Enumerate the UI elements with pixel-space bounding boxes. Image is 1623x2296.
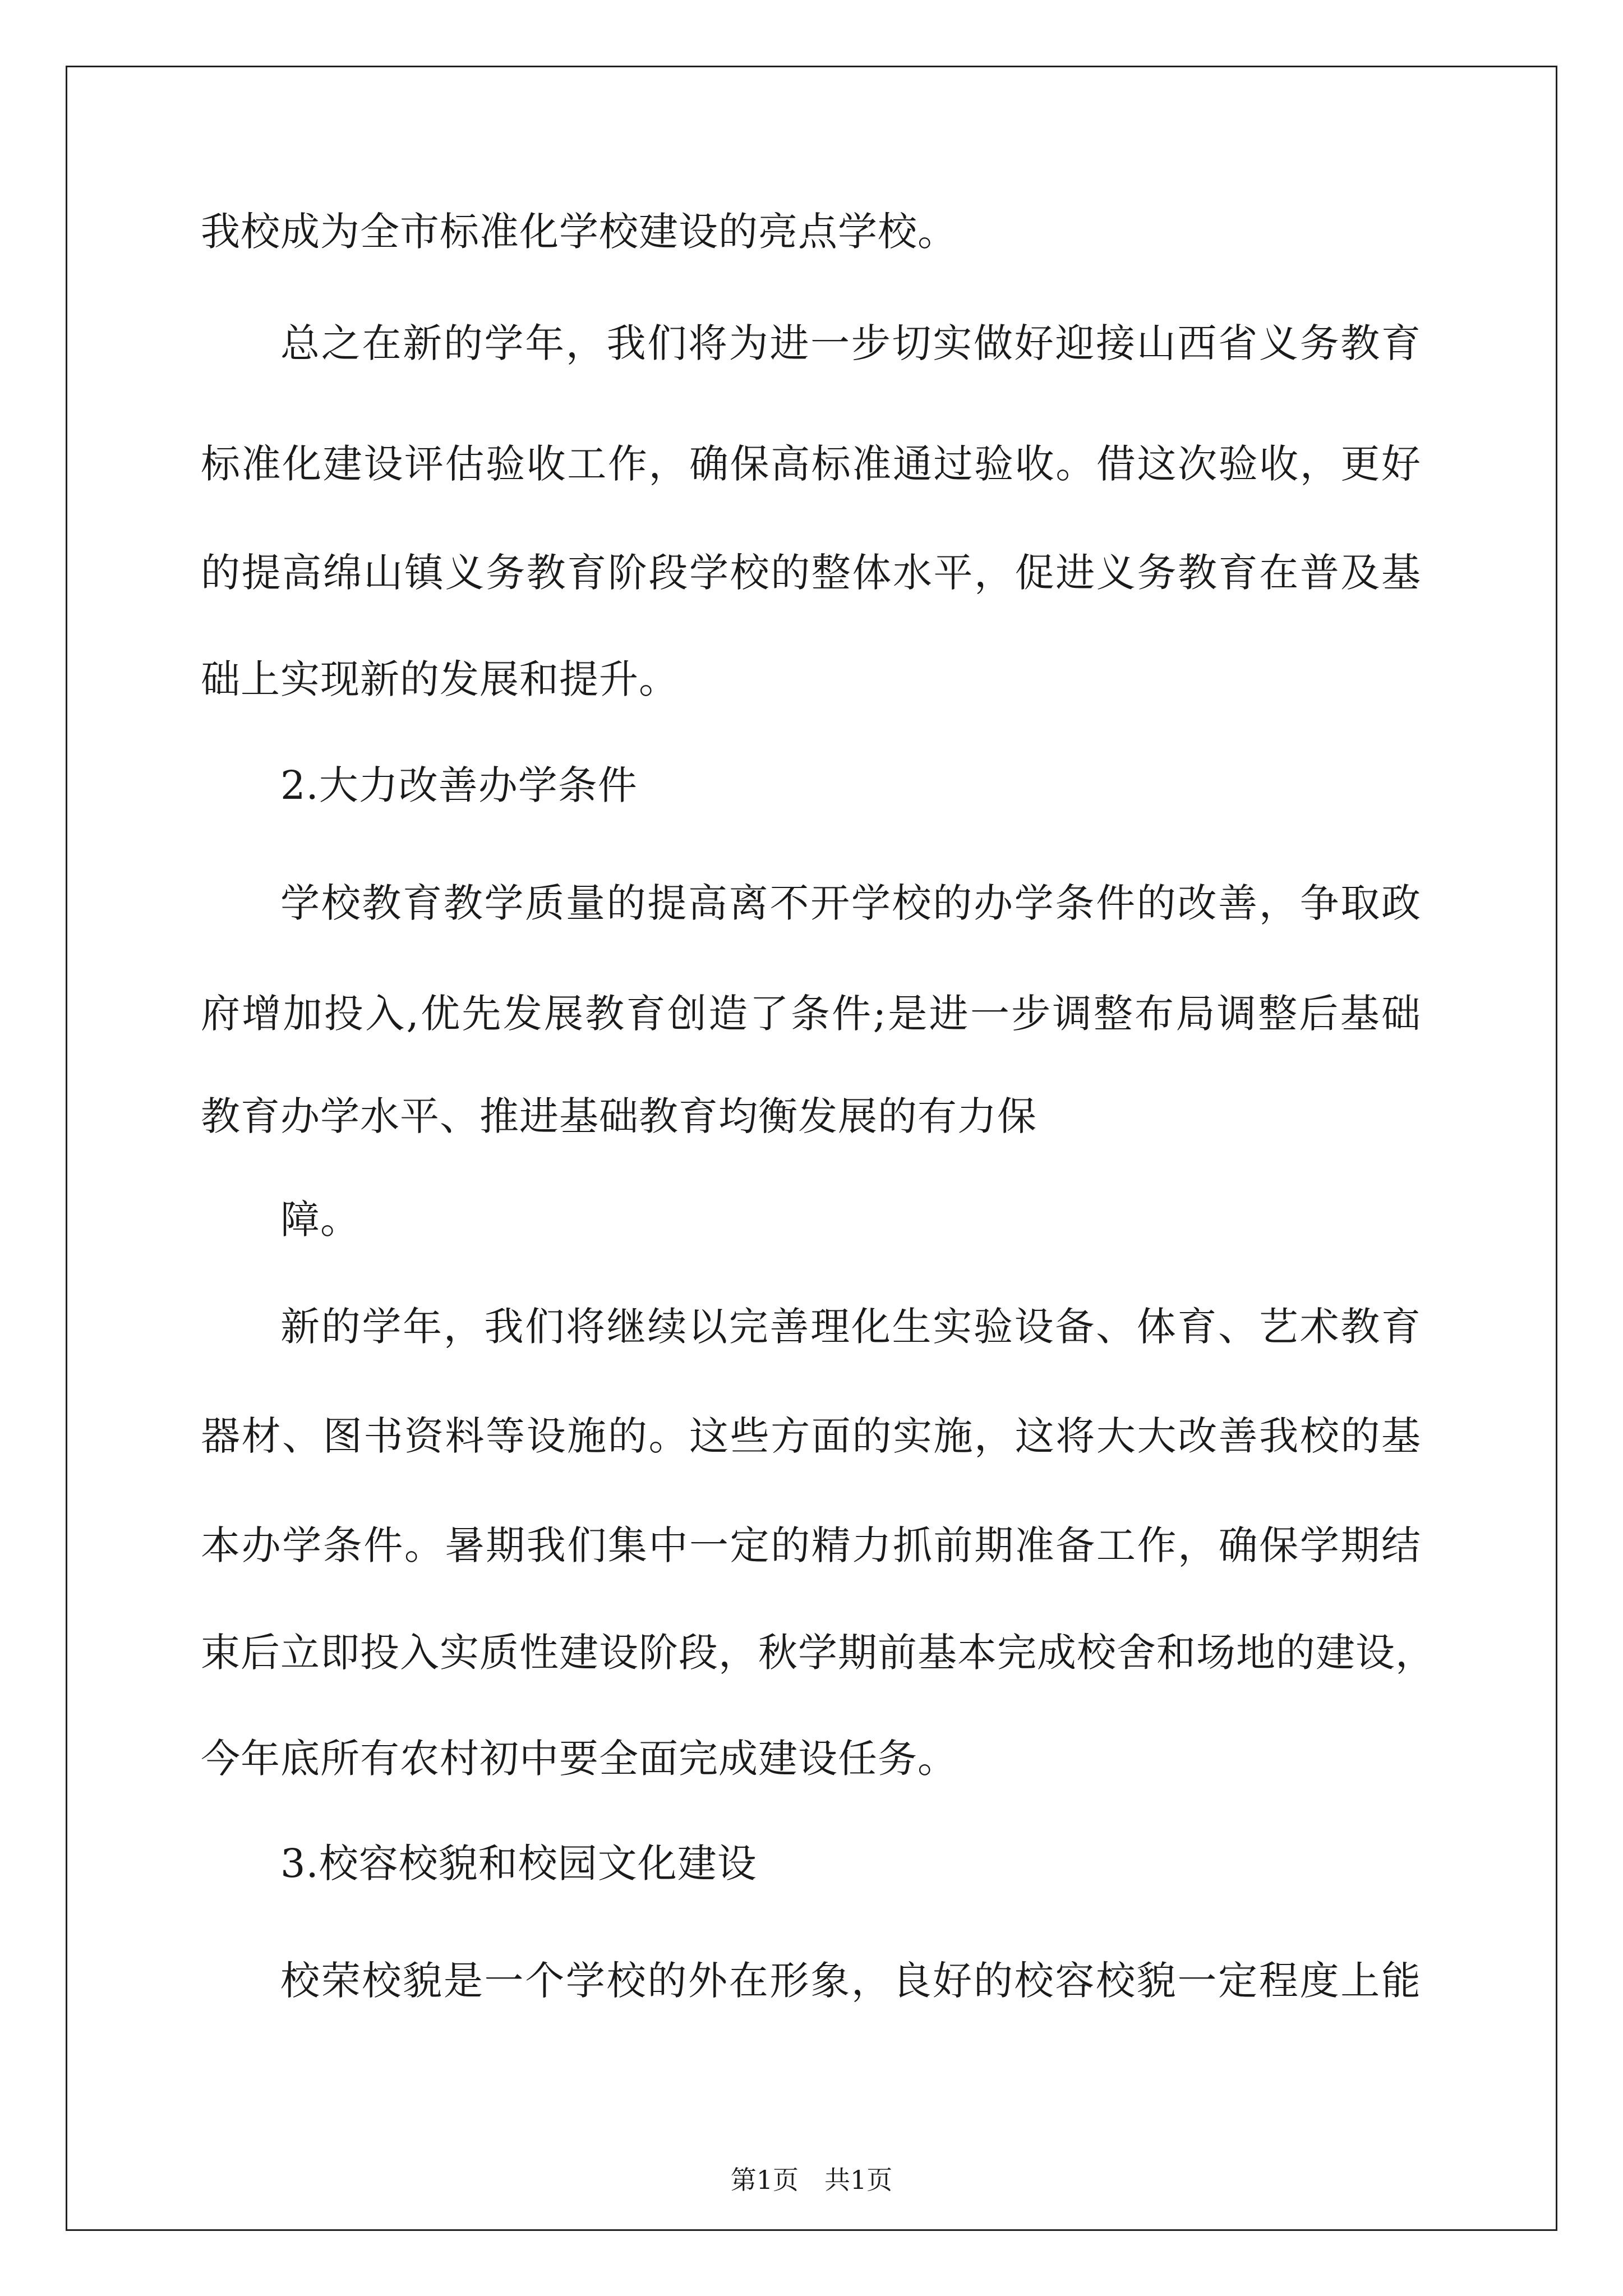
text-line: 校荣校貌是一个学校的外在形象，良好的校容校貌一定程度上能: [280, 1958, 1421, 2004]
page-footer: [0, 2163, 1623, 2197]
text-line: 的提高绵山镇义务教育阶段学校的整体水平，促进义务教育在普及基: [201, 550, 1421, 596]
text-line: 今年底所有农村初中要全面完成建设任务。: [201, 1736, 957, 1782]
text-line: 总之在新的学年，我们将为进一步切实做好迎接山西省义务教育: [280, 320, 1421, 366]
text-line: 我校成为全市标准化学校建设的亮点学校。: [201, 209, 957, 255]
text-line: 教育办学水平、推进基础教育均衡发展的有力保: [201, 1093, 1037, 1139]
text-line: 础上实现新的发展和提升。: [201, 656, 679, 702]
text-line: 新的学年，我们将继续以完善理化生实验设备、体育、艺术教育: [280, 1304, 1421, 1350]
text-line: 本办学条件。暑期我们集中一定的精力抓前期准备工作，确保学期结: [201, 1522, 1421, 1568]
text-line: 府增加投入,优先发展教育创造了条件;是进一步调整布局调整后基础: [201, 991, 1421, 1037]
section-heading: 3.校容校貌和校园文化建设: [280, 1841, 757, 1887]
page-count: 共1页: [824, 2165, 893, 2195]
text-line: 束后立即投入实质性建设阶段，秋学期前基本完成校舍和场地的建设，: [201, 1630, 1435, 1676]
text-line: 学校教育教学质量的提高离不开学校的办学条件的改善，争取政: [280, 880, 1421, 926]
page-number: 第1页: [730, 2165, 799, 2195]
section-heading: 2.大力改善办学条件: [280, 762, 638, 808]
text-line: 器材、图书资料等设施的。这些方面的实施，这将大大改善我校的基: [201, 1413, 1421, 1459]
text-line: 标准化建设评估验收工作，确保高标准通过验收。借这次验收，更好: [201, 441, 1421, 487]
text-line: 障。: [280, 1197, 360, 1243]
